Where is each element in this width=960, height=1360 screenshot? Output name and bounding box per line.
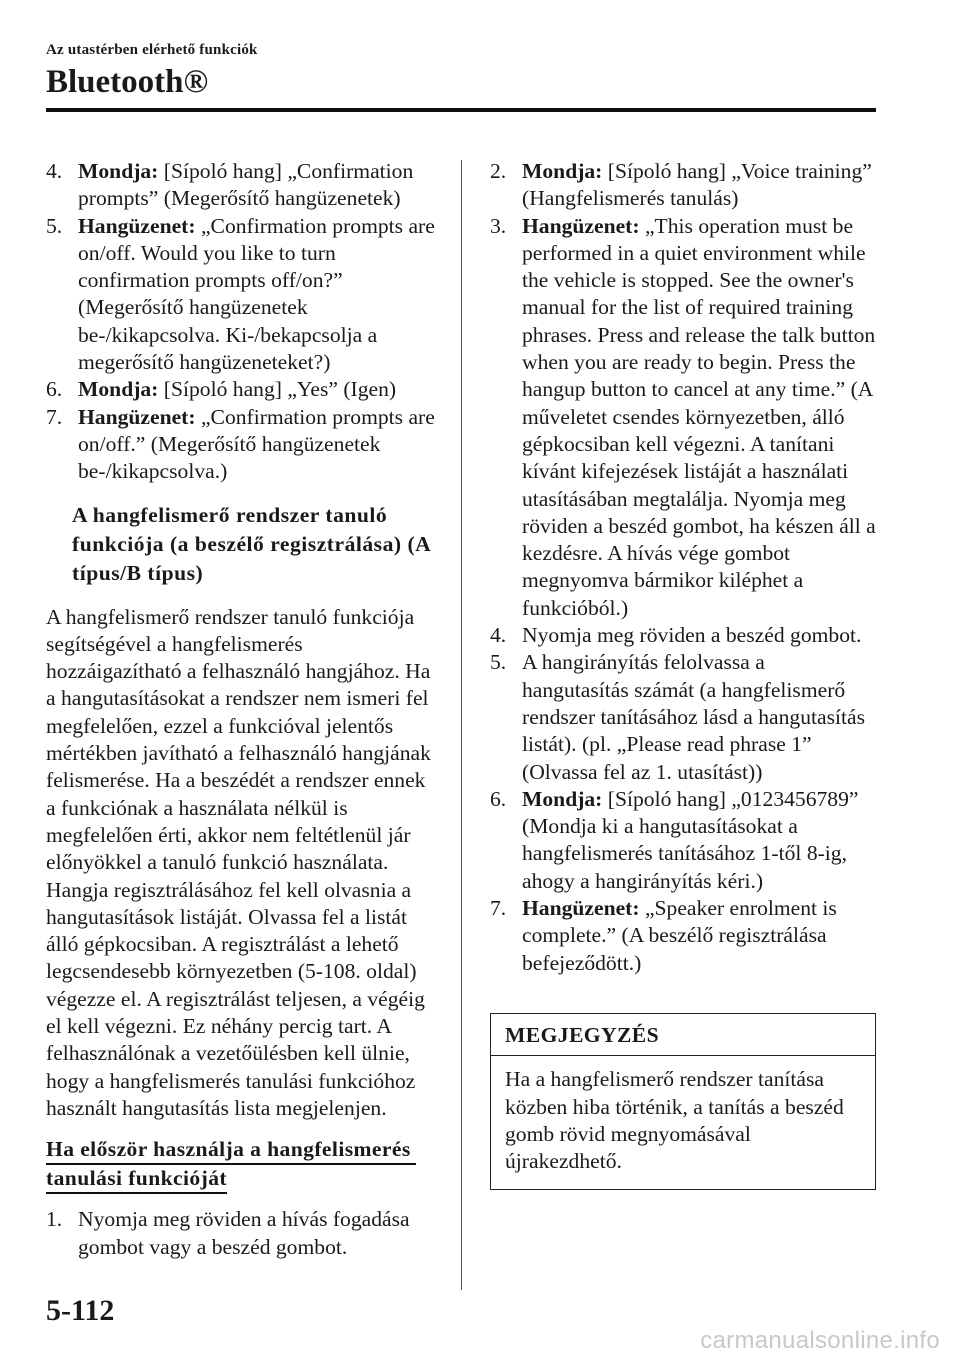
page-number: 5-112 xyxy=(46,1294,115,1327)
step-number: 6. xyxy=(490,786,507,811)
step-text: Nyomja meg röviden a hívás fogadása gombot vagy a beszéd gombot. xyxy=(78,1207,410,1259)
step-number: 3. xyxy=(490,213,507,238)
list-item xyxy=(490,158,876,213)
note-text: Ha a hangfelismerő rendszer tanítása közben hiba történik, a tanítás a beszéd gomb rövid megnyomásával újrakezdhető. xyxy=(505,1067,844,1174)
list-item xyxy=(46,1206,438,1261)
step-keyword: Hangüzenet: xyxy=(522,896,640,921)
step-text: A hangirányítás felolvassa a hangutasítás számát (a hangfelismerő rendszer tanításához lásd a hangutasítás listát). (pl. „Please read phrase 1” (Olvassa fel az 1. utasítást)) xyxy=(522,650,865,784)
page-title: Bluetooth® xyxy=(46,64,209,100)
list-item xyxy=(490,649,876,785)
sub-heading-line-2: tanulási funkcióját xyxy=(46,1165,227,1194)
sub-heading-line-1: Ha először használja a hangfelismerés xyxy=(46,1136,416,1165)
step-number: 6. xyxy=(46,377,63,402)
right-column xyxy=(490,158,876,1190)
body-paragraph: A hangfelismerő rendszer tanuló funkciója segítségével a hangfelismerés hozzáigazítható a felhasználó hangjához. Ha a hangutasításokat a rendszer nem ismeri fel megfelelően, ezzel a funkcióval jelentős mértékben javítható a felhasználó hangjának felismerése. Ha a beszédét a rendszer ennek a funkciónak a használata nélkül is megfelelően érti, akkor nem feltétlenül jár előnyökkel a tanuló funkció használata. Hangja regisztrálásához fel kell olvasnia a hangutasítások listáját. Olvassa fel a listát álló gépkocsiban. A regisztrálást a lehető legcsendesebb környezetben (5-108. oldal) végezze el. A regisztrálást teljesen, a végéig el kell végezni. Ez néhány percig tart. A felhasználónak a vezetőülésben kell ülnie, hogy a hangfelismerés tanulási funkcióhoz használt hangutasítás lista megjelenjen. xyxy=(46,604,431,1120)
step-text: [Sípoló hang] „Confirmation prompts” (Megerősítő hangüzenetek) xyxy=(78,159,414,211)
step-number: 4. xyxy=(490,623,507,648)
step-keyword: Mondja: xyxy=(78,377,159,402)
step-text: [Sípoló hang] „Yes” (Igen) xyxy=(158,377,397,402)
step-number: 7. xyxy=(46,404,63,429)
step-keyword: Mondja: xyxy=(522,786,603,811)
step-keyword: Hangüzenet: xyxy=(78,404,196,429)
note-title: MEGJEGYZÉS xyxy=(491,1014,875,1056)
list-item xyxy=(490,622,876,649)
step-number: 1. xyxy=(46,1207,63,1232)
step-keyword: Hangüzenet: xyxy=(78,213,196,238)
list-item xyxy=(46,404,438,486)
step-number: 5. xyxy=(46,213,63,238)
watermark: carmanualsonline.info xyxy=(700,1327,940,1354)
list-item xyxy=(46,213,438,377)
step-number: 4. xyxy=(46,159,63,183)
step-text: „Confirmation prompts are on/off. Would you like to turn confirmation prompts off/on?” (Megerősítő hangüzenetek be-/kikapcsolva. Ki-/bekapcsolja a megerősítő hangüzeneteket?) xyxy=(78,213,435,375)
left-column xyxy=(46,158,438,1261)
step-number: 2. xyxy=(490,159,507,183)
step-number: 5. xyxy=(490,650,507,675)
step-keyword: Mondja: xyxy=(522,159,603,183)
list-item xyxy=(490,786,876,895)
step-text: „Confirmation prompts are on/off.” (Megerősítő hangüzenetek be-/kikapcsolva.) xyxy=(78,404,435,484)
list-item xyxy=(46,376,438,403)
header-divider xyxy=(46,108,876,112)
column-divider xyxy=(461,160,462,1290)
list-item xyxy=(490,895,876,977)
list-item xyxy=(46,158,438,213)
step-text: „This operation must be performed in a quiet environment while the vehicle is stopped. See the owner's manual for the list of required training phrases. Press and release the talk button when you are ready to begin. Press the hangup button to cancel at any time.” (A műveletet csendes környezetben, álló gépkocsiban kell végezni. A tanítani kívánt kifejezések listáját a használati utasításában megtalálja. Nyomja meg röviden a beszéd gombot, ha készen áll a kezdésre. A hívás vége gombot megnyomva bármikor kiléphet a funkcióból.) xyxy=(522,213,876,620)
section-heading: A hangfelismerő rendszer tanuló funkciója (a beszélő regisztrálása) (A típus/B típus) xyxy=(72,502,431,585)
step-text: [Sípoló hang] „0123456789” (Mondja ki a hangutasításokat a hangfelismerés tanításához 1-től 8-ig, ahogy a hangirányítás kéri.) xyxy=(522,786,859,893)
step-text: „Speaker enrolment is complete.” (A beszélő regisztrálása befejeződött.) xyxy=(522,896,837,975)
section-label: Az utastérben elérhető funkciók xyxy=(46,42,258,58)
sub-heading xyxy=(46,1136,438,1194)
note-box xyxy=(490,1013,876,1190)
step-text: [Sípoló hang] „Voice training” (Hangfelismerés tanulás) xyxy=(522,159,872,211)
step-text: Nyomja meg röviden a beszéd gombot. xyxy=(522,623,862,648)
list-item xyxy=(490,213,876,622)
step-keyword: Hangüzenet: xyxy=(522,213,640,238)
step-number: 7. xyxy=(490,896,507,921)
step-keyword: Mondja: xyxy=(78,159,159,183)
